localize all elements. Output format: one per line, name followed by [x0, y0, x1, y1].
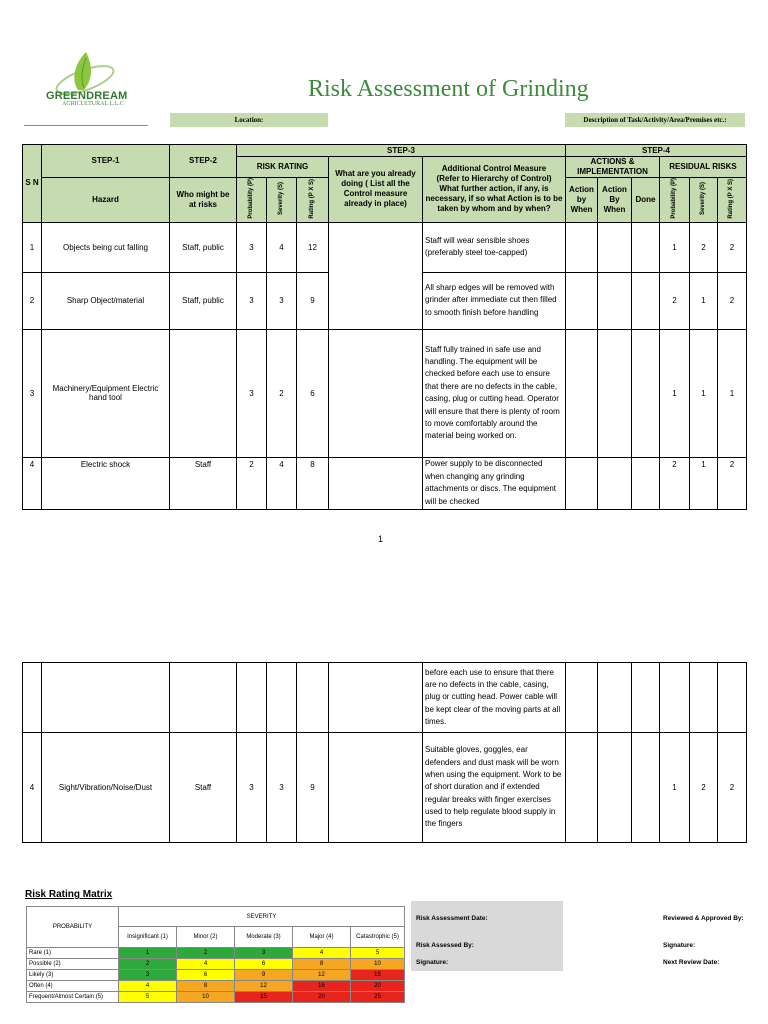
step2-header: STEP-2	[170, 145, 237, 178]
residual-rating-header: Rating (P X S)	[728, 178, 735, 219]
row-hazard: Objects being cut falling	[42, 222, 170, 272]
row-done	[632, 222, 660, 272]
row-done	[632, 272, 660, 329]
row-control: Staff fully trained in safe use and handling. The equipment will be checked before each use to ensure that there are no defects in the cable, casing, plug or cutting head. Operator will ensure that there is plenty of room to move comfortably around the material being worked on.	[423, 329, 566, 457]
row-done	[632, 663, 660, 733]
matrix-cell: 10	[351, 959, 405, 970]
step3-header: STEP-3	[237, 145, 566, 157]
row-action-when	[566, 329, 598, 457]
row-residual-rating: 1	[718, 329, 747, 457]
location-field: Location:	[170, 113, 328, 127]
row-sn	[23, 663, 42, 733]
severity-col: Moderate (3)	[235, 927, 293, 948]
matrix-cell: 5	[351, 948, 405, 959]
additional-control-question: What further action, if any, is necessary, if so what Action is to be taken by whom and by when?	[425, 184, 563, 214]
severity-header: Severity (S)	[277, 181, 284, 215]
table-row	[23, 733, 747, 843]
matrix-cell: 6	[235, 959, 293, 970]
row-residual-severity: 1	[690, 457, 718, 509]
row-control: All sharp edges will be removed with grinder after immediate cut then filled to smooth finish before handling	[423, 272, 566, 329]
matrix-cell: 25	[351, 992, 405, 1003]
page-number: 1	[378, 534, 384, 544]
actions-impl-header: ACTIONS & IMPLEMENTATION	[566, 157, 660, 178]
assessed-by-label: Risk Assessed By:	[416, 942, 474, 949]
residual-risks-header: RESIDUAL RISKS	[660, 157, 747, 178]
matrix-cell: 12	[235, 981, 293, 992]
row-who: Staff	[170, 457, 237, 509]
row-action-when	[566, 733, 598, 843]
matrix-cell: 1	[119, 948, 177, 959]
row-already-doing	[329, 663, 423, 733]
table-row	[23, 663, 747, 733]
matrix-cell: 15	[235, 992, 293, 1003]
action-by-when-header: Action by When	[566, 178, 598, 223]
matrix-cell: 9	[235, 970, 293, 981]
row-hazard: Sight/Vibration/Noise/Dust	[42, 733, 170, 843]
row-severity: 3	[267, 272, 297, 329]
row-rating: 9	[297, 733, 329, 843]
risk-assessment-table	[22, 144, 747, 510]
row-who	[170, 663, 237, 733]
risk-rating-header: RISK RATING	[237, 157, 329, 178]
matrix-cell: 20	[293, 992, 351, 1003]
row-already-doing	[329, 222, 423, 329]
done-header: Done	[632, 178, 660, 223]
row-sn: 3	[23, 329, 42, 457]
row-action-when	[566, 272, 598, 329]
row-action-when	[566, 457, 598, 509]
probability-row-label: Often (4)	[27, 981, 119, 992]
row-probability: 3	[237, 329, 267, 457]
probability-row-label: Rare (1)	[27, 948, 119, 959]
logo-underline	[24, 125, 148, 126]
risk-matrix-title: Risk Rating Matrix	[25, 889, 113, 900]
matrix-row	[27, 981, 405, 992]
matrix-row	[27, 948, 405, 959]
row-action-when	[566, 663, 598, 733]
row-done	[632, 457, 660, 509]
probability-label: PROBABILITY	[27, 907, 119, 948]
matrix-cell: 12	[293, 970, 351, 981]
matrix-cell: 10	[177, 992, 235, 1003]
sign-off-box	[411, 901, 563, 971]
matrix-cell: 4	[119, 981, 177, 992]
row-already-doing	[329, 329, 423, 457]
probability-header: Probability (P)	[247, 178, 254, 219]
probability-row-label: Possible (2)	[27, 959, 119, 970]
row-action-whom	[598, 222, 632, 272]
row-who	[170, 329, 237, 457]
row-residual-probability: 1	[660, 329, 690, 457]
probability-row-label: Likely (3)	[27, 970, 119, 981]
logo-wordmark: GREENDREAM	[46, 90, 128, 102]
matrix-cell: 2	[119, 959, 177, 970]
row-action-when	[566, 222, 598, 272]
matrix-cell: 8	[293, 959, 351, 970]
matrix-row	[27, 992, 405, 1003]
next-review-label: Next Review Date:	[663, 959, 720, 966]
row-probability: 3	[237, 272, 267, 329]
row-rating	[297, 663, 329, 733]
action-by-whom-header: Action By When	[598, 178, 632, 223]
matrix-cell: 8	[177, 981, 235, 992]
description-field: Description of Task/Activity/Area/Premises etc.:	[565, 113, 745, 127]
row-probability	[237, 663, 267, 733]
row-residual-rating: 2	[718, 272, 747, 329]
row-who: Staff, public	[170, 272, 237, 329]
reviewed-by-label: Reviewed & Approved By:	[663, 915, 744, 922]
additional-control-sub: (Refer to Hierarchy of Control)	[436, 174, 552, 184]
row-severity: 3	[267, 733, 297, 843]
row-rating: 12	[297, 222, 329, 272]
residual-severity-header: Severity (S)	[699, 181, 706, 215]
row-done	[632, 329, 660, 457]
hazard-header: Hazard	[42, 178, 170, 223]
row-action-whom	[598, 457, 632, 509]
row-residual-severity: 1	[690, 329, 718, 457]
table-row	[23, 329, 747, 457]
sn-header: S N	[23, 145, 42, 223]
row-residual-probability: 2	[660, 272, 690, 329]
row-hazard: Machinery/Equipment Electric hand tool	[42, 329, 170, 457]
row-control: before each use to ensure that there are no defects in the cable, casing, plug or cutting head. Power cable will be kept clear of the moving parts at all times.	[423, 663, 566, 733]
matrix-cell: 2	[177, 948, 235, 959]
row-hazard	[42, 663, 170, 733]
matrix-row	[27, 959, 405, 970]
additional-control-header	[423, 157, 566, 223]
row-control: Staff will wear sensible shoes (preferably steel toe-capped)	[423, 222, 566, 272]
table-row	[23, 222, 747, 272]
row-hazard: Electric shock	[42, 457, 170, 509]
probability-row-label: Frequent/Almost Certain (5)	[27, 992, 119, 1003]
risk-assessment-table-continued	[22, 662, 747, 843]
row-who: Staff	[170, 733, 237, 843]
row-action-whom	[598, 329, 632, 457]
who-header: Who might be at risks	[170, 178, 237, 223]
row-residual-probability	[660, 663, 690, 733]
matrix-cell: 3	[119, 970, 177, 981]
matrix-cell: 15	[351, 970, 405, 981]
row-residual-rating: 2	[718, 457, 747, 509]
row-residual-rating	[718, 663, 747, 733]
row-severity: 2	[267, 329, 297, 457]
row-residual-severity: 1	[690, 272, 718, 329]
risk-rating-matrix	[26, 906, 405, 1003]
row-control: Power supply to be disconnected when changing any grinding attachments or discs. The equipment will be checked	[423, 457, 566, 509]
row-severity	[267, 663, 297, 733]
assessment-date-label: Risk Assessment Date:	[416, 915, 488, 922]
matrix-row	[27, 970, 405, 981]
step4-header: STEP-4	[566, 145, 747, 157]
row-hazard: Sharp Object/material	[42, 272, 170, 329]
row-control: Suitable gloves, goggles, ear defenders and dust mask will be worn when using the equipment. Work to be of short duration and if extended regular breaks with finger exercises used to help regulate blood supply in the fingers	[423, 733, 566, 843]
row-residual-severity: 2	[690, 733, 718, 843]
row-done	[632, 733, 660, 843]
page-title: Risk Assessment of Grinding	[308, 76, 589, 102]
signature-label: Signature:	[416, 959, 449, 966]
rating-header: Rating (P X S)	[308, 178, 315, 219]
row-severity: 4	[267, 222, 297, 272]
row-rating: 8	[297, 457, 329, 509]
row-residual-severity: 2	[690, 222, 718, 272]
row-rating: 6	[297, 329, 329, 457]
residual-probability-header: Probability (P)	[670, 178, 677, 219]
table-row	[23, 457, 747, 509]
row-residual-severity	[690, 663, 718, 733]
already-doing-header: What are you already doing ( List all the Control measure already in place)	[329, 157, 423, 223]
severity-col: Major (4)	[293, 927, 351, 948]
matrix-cell: 4	[177, 959, 235, 970]
severity-col: Catastrophic (5)	[351, 927, 405, 948]
row-probability: 3	[237, 222, 267, 272]
step1-header: STEP-1	[42, 145, 170, 178]
row-residual-probability: 1	[660, 222, 690, 272]
matrix-cell: 20	[351, 981, 405, 992]
row-sn: 4	[23, 733, 42, 843]
severity-col: Minor (2)	[177, 927, 235, 948]
severity-col: Insignificant (1)	[119, 927, 177, 948]
row-already-doing	[329, 457, 423, 509]
row-action-whom	[598, 272, 632, 329]
row-residual-rating: 2	[718, 733, 747, 843]
row-residual-probability: 2	[660, 457, 690, 509]
matrix-cell: 3	[235, 948, 293, 959]
row-sn: 4	[23, 457, 42, 509]
row-sn: 1	[23, 222, 42, 272]
logo-subtitle: AGRICULTURAL L.L.C	[62, 101, 124, 107]
row-already-doing	[329, 733, 423, 843]
row-probability: 2	[237, 457, 267, 509]
row-rating: 9	[297, 272, 329, 329]
signature-label-2: Signature:	[663, 942, 696, 949]
additional-control-title: Additional Control Measure	[441, 164, 547, 174]
row-severity: 4	[267, 457, 297, 509]
row-action-whom	[598, 733, 632, 843]
matrix-cell: 16	[293, 981, 351, 992]
matrix-cell: 5	[119, 992, 177, 1003]
row-sn: 2	[23, 272, 42, 329]
row-action-whom	[598, 663, 632, 733]
row-probability: 3	[237, 733, 267, 843]
severity-label: SEVERITY	[119, 907, 405, 927]
row-who: Staff, public	[170, 222, 237, 272]
matrix-cell: 4	[293, 948, 351, 959]
row-residual-rating: 2	[718, 222, 747, 272]
matrix-cell: 6	[177, 970, 235, 981]
row-residual-probability: 1	[660, 733, 690, 843]
